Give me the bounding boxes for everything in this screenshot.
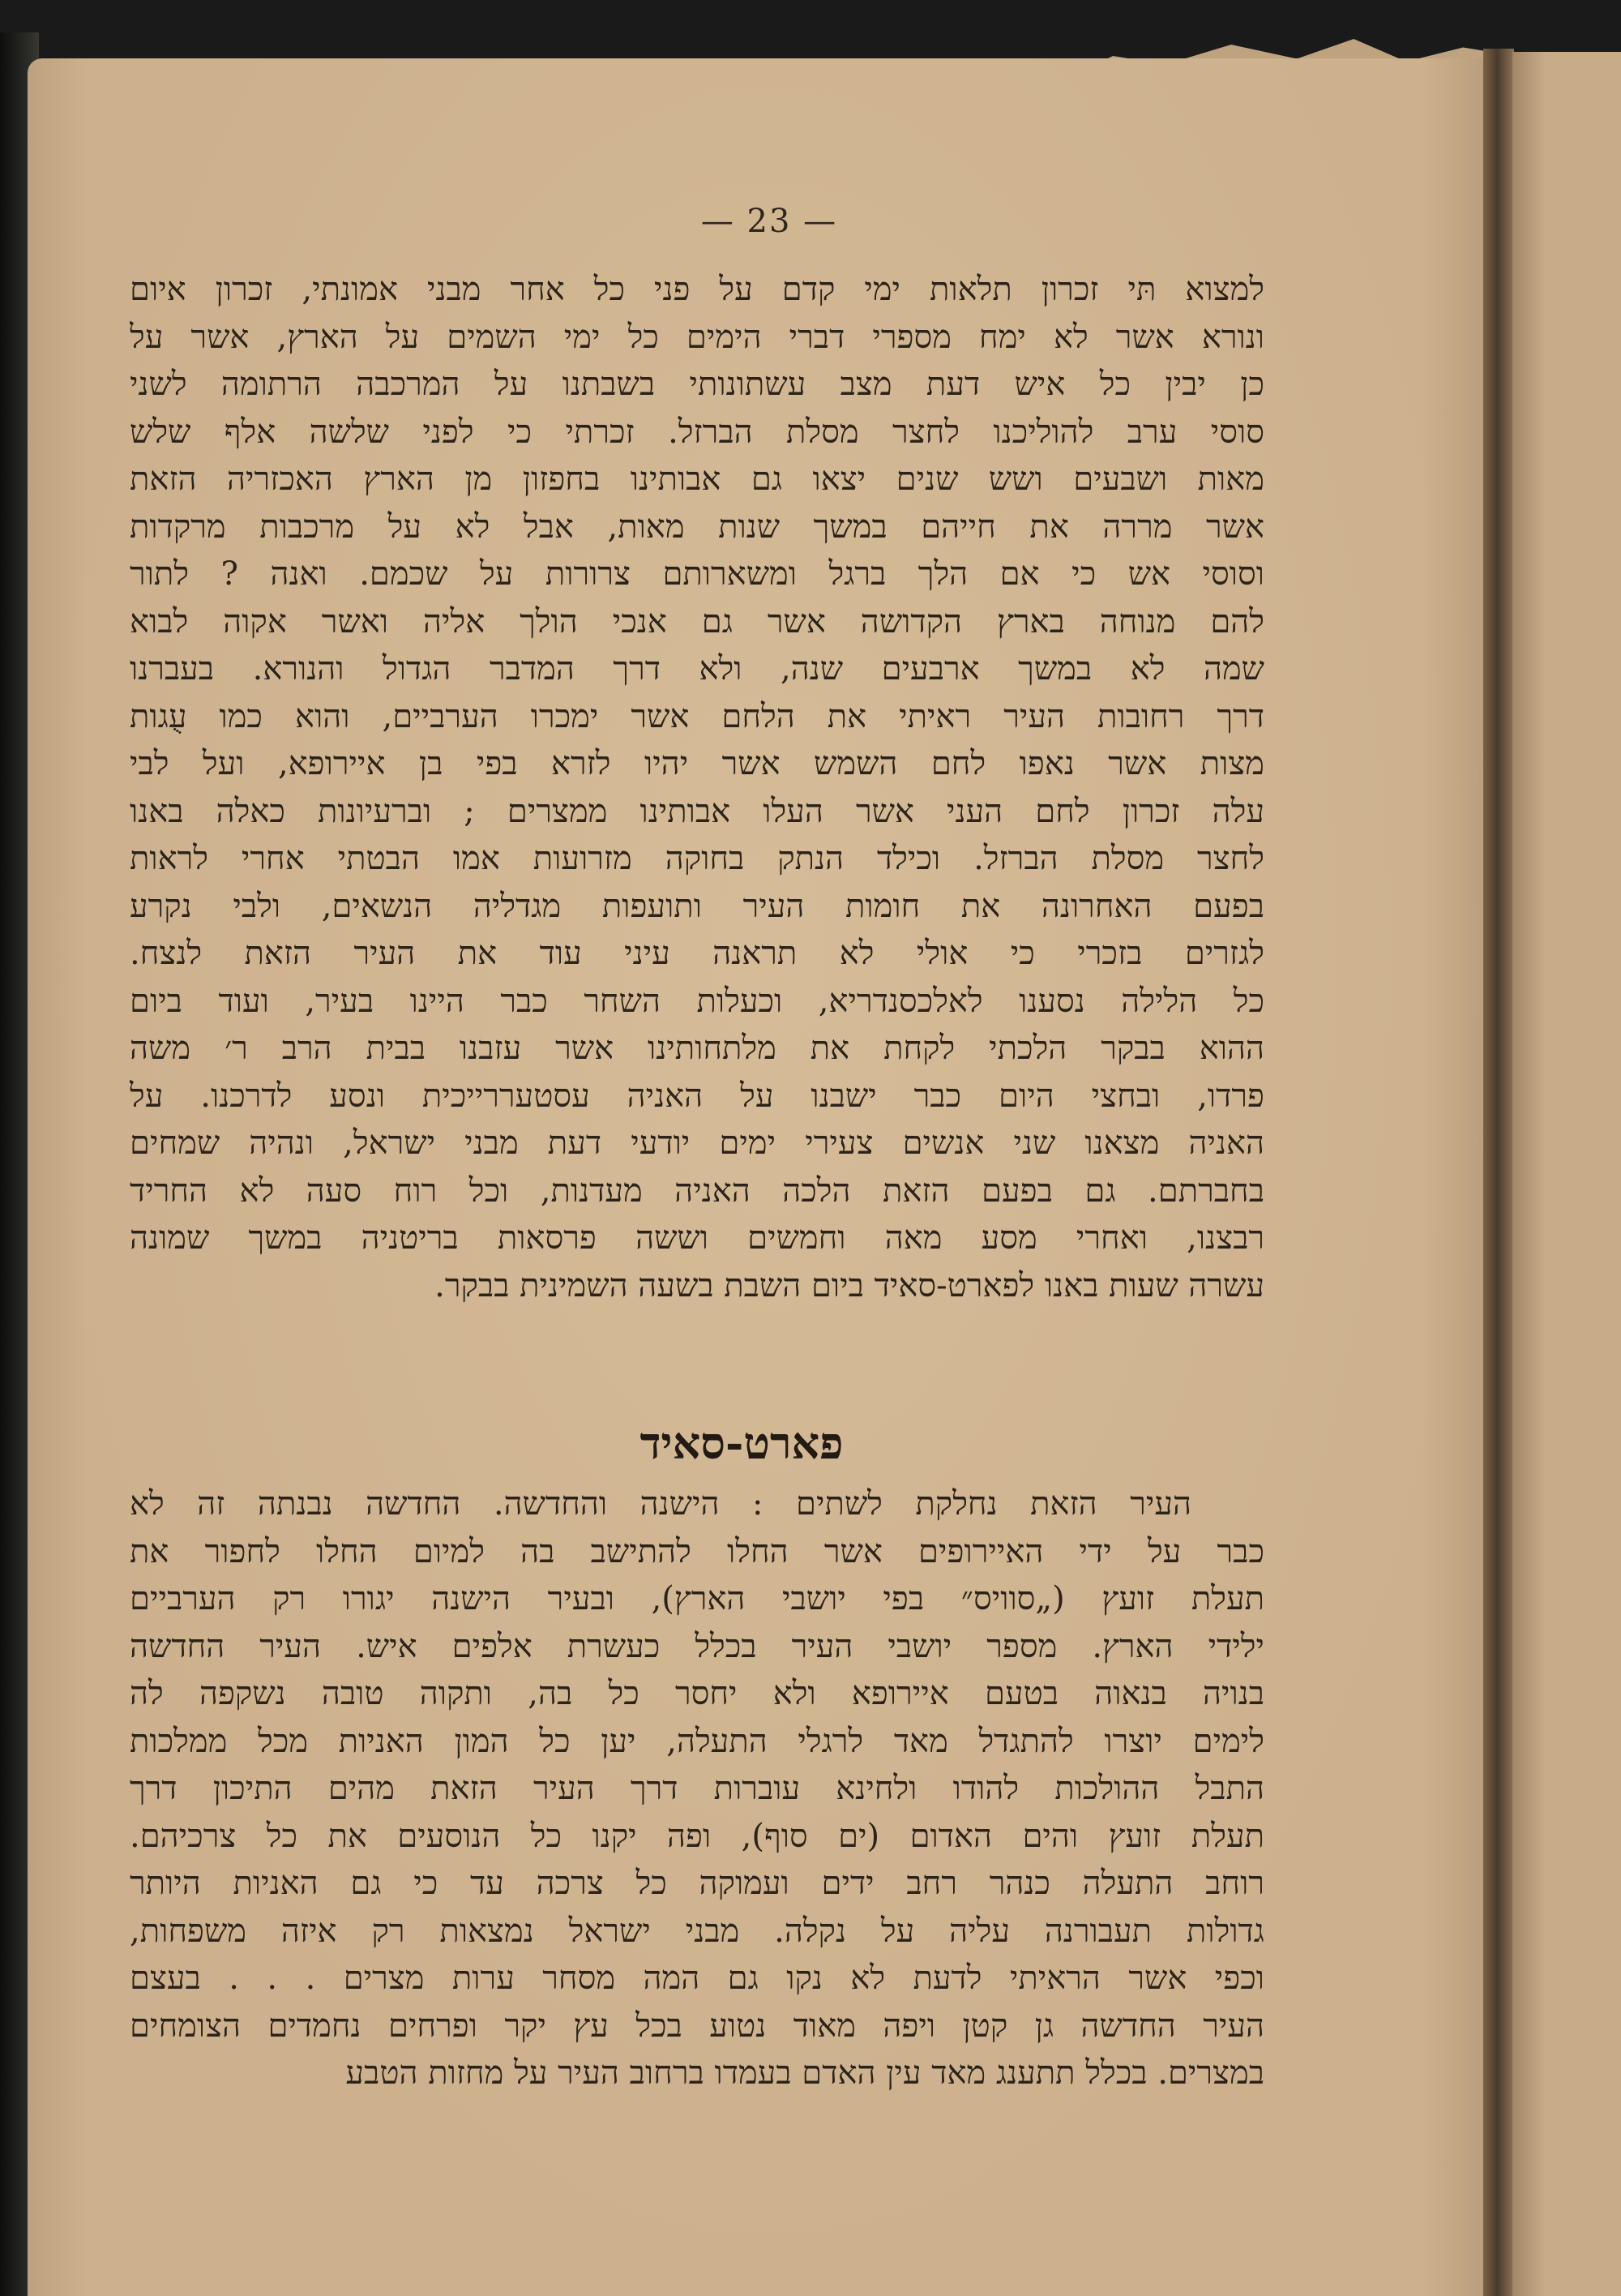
text-line: וכפי אשר הראיתי לדעת לא נקו גם המה מסחר ערות מצרים . . . בעצם	[130, 1960, 1264, 1997]
text-line: העיר החדשה גן קטן ויפה מאוד נטוע בכל עץ יקר ופרחים נחמדים הצומחים	[130, 2007, 1264, 2045]
text-line: להם מנוחה בארץ הקדושה אשר גם אנכי הולך אליה ואשר אקוה לבוא	[130, 602, 1264, 640]
book-spine-gutter	[1483, 49, 1514, 2296]
text-line: רוחב התעלה כנהר רחב ידים ועמוקה כל צרכה עד כי גם האניות היותר	[130, 1865, 1264, 1902]
text-line: בנויה בנאוה בטעם איירופא ולא יחסר כל בה, ותקוה טובה נשקפה לה	[130, 1675, 1264, 1712]
text-line: לחצר מסלת הברזל. וכילד הנתק בחוקה מזרועות אמו הבטתי אחרי לראות	[130, 840, 1264, 877]
text-line: התבל ההולכות להודו ולחינא עוברות דרך העיר הזאת מהים התיכון דרך	[130, 1770, 1264, 1807]
text-line: העיר הזאת נחלקת לשתים : הישנה והחדשה. החדשה נבנתה זה לא	[130, 1485, 1191, 1523]
text-line: מאות ושבעים ושש שנים יצאו גם אבותינו בחפזון מן הארץ האכזריה הזאת	[130, 460, 1264, 498]
text-line: כן יבין כל איש דעת מצב עשתונותי בשבתנו על המרכבה הרתומה לשני	[130, 366, 1264, 403]
text-line: סוסי ערב להוליכנו לחצר מסלת הברזל. זכרתי כי לפני שלשה אלף שלש	[130, 413, 1264, 451]
section-heading: פארט-סאיד	[639, 1417, 844, 1469]
text-line: רבצנו, ואחרי מסע מאה וחמשים וששה פרסאות בריטניה במשך שמונה	[130, 1219, 1264, 1257]
facing-page-edge	[1512, 52, 1621, 2296]
text-line: שמה לא במשך ארבעים שנה, ולא דרך המדבר הגדול והנורא. בעברנו	[130, 650, 1264, 688]
page-number: — 23 —	[700, 203, 838, 240]
text-line: כבר על ידי האיירופים אשר החלו להתישב בה למיום החלו לחפור את	[130, 1532, 1264, 1570]
text-line: פרדו, ובחצי היום כבר ישבנו על האניה עסטעררייכית ונסע לדרכנו. על	[130, 1077, 1264, 1115]
text-line: האניה מצאנו שני אנשים צעירי ימים יודעי דעת מבני ישראל, ונהיה שמחים	[130, 1124, 1264, 1162]
text-line: וסוסי אש כי אם הלך ברגל ומשארותם צרורות על שכמם. ואנה ? לתור	[130, 555, 1264, 593]
text-line: כל הלילה נסענו לאלכסנדריא, וכעלות השחר כבר היינו בעיר, ועוד ביום	[130, 982, 1264, 1020]
text-line: בפעם האחרונה את חומות העיר ותועפות מגדליה הנשאים, ולבי נקרע	[130, 887, 1264, 925]
text-line: ונורא אשר לא ימח מספרי דברי הימים כל ימי השמים על הארץ, אשר על	[130, 318, 1264, 356]
text-line: במצרים. בכלל תתענג מאד עין האדם בעמדו ברחוב העיר על מחזות הטבע	[345, 2054, 1264, 2092]
text-line: למצוא תּי זכרון תלאות ימי קדם על פני כל אחר מבני אמונתי, זכרון איום	[130, 271, 1264, 308]
text-line: אשר מררה את חייהם במשך שנות מאות, אבל לא על מרכבות מרקדות	[130, 508, 1264, 546]
text-line: עלה זכרון לחם העני אשר העלו אבותינו ממצרים ; וברעיונות כאלה באנו	[130, 792, 1264, 830]
text-line: עשרה שעות באנו לפארט-סאיד ביום השבת בשעה השמינית בבקר.	[434, 1266, 1264, 1304]
text-line: דרך רחובות העיר ראיתי את הלחם אשר ימכרו הערביים, והוא כמו עֻגות	[130, 697, 1264, 735]
text-line: בחברתם. גם בפעם הזאת הלכה האניה מעדנות, וכל רוח סעה לא החריד	[130, 1172, 1264, 1210]
paragraph-2	[130, 1480, 1264, 2097]
paragraph-1	[130, 266, 1264, 1309]
text-line: גדולות תעבורנה עליה על נקלה. מבני ישראל נמצאות רק איזה משפחות,	[130, 1912, 1264, 1950]
text-line: ילידי הארץ. מספר יושבי העיר בכלל כעשרת אלפים איש. העיר החדשה	[130, 1627, 1264, 1665]
text-line: לגזרים בזכרי כי אולי לא תראנה עיני עוד את העיר הזאת לנצח.	[130, 935, 1264, 972]
text-line: לימים יוצרו להתגדל מאד לרגלי התעלה, יען כל המון האניות מכל ממלכות	[130, 1722, 1264, 1760]
text-line: תעלת זועץ והים האדום (ים סוף), ופה יקנו כל הנוסעים את כל צרכיהם.	[130, 1817, 1264, 1855]
text-line: מצות אשר נאפו לחם השמש אשר יהיו לזרא בפי בן איירופא, ועל לבי	[130, 745, 1264, 782]
text-line: ההוא בבקר הלכתי לקחת את מלתחותינו אשר עזבנו בבית הרב ר׳ משה	[130, 1030, 1264, 1067]
text-line: תעלת זועץ („סוויס״ בפי יושבי הארץ), ובעיר הישנה יגורו רק הערביים	[130, 1580, 1264, 1617]
